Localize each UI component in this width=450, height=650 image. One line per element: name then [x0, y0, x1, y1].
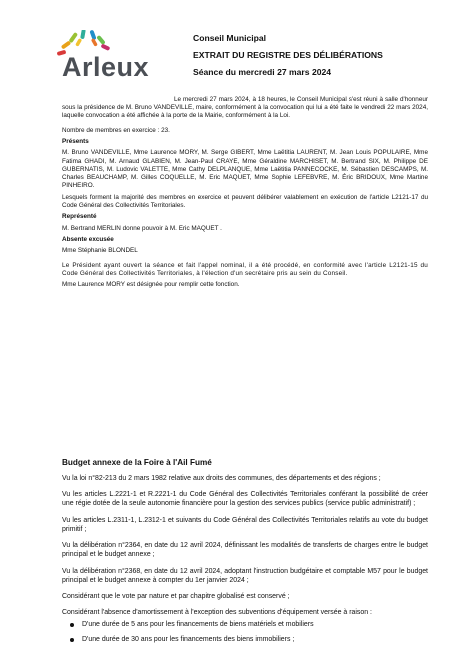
logo-wordmark: Arleux — [62, 52, 150, 82]
budget-paragraph: Considérant l'absence d'amortissement à l'exception des subventions d'équipement versée à raison : — [62, 609, 372, 617]
budget-paragraph: Vu les articles L.2311-1, L.2312-1 et suivants du Code Général des Collectivités Territoriales relatifs au vote du budget primitif ; — [62, 516, 428, 533]
session-date: Séance du mercredi 27 mars 2024 — [193, 67, 332, 77]
secretary-paragraph: Mme Laurence MORY est désignée pour remplir cette fonction. — [62, 281, 240, 289]
budget-paragraph: Vu la délibération n°2368, en date du 12 avril 2024, adoptant l'instruction budgétaire et comptable M57 pour le budget principal et le budget annexe à compter du 1er janvier 2024 ; — [62, 567, 428, 584]
budget-section-title: Budget annexe de la Foire à l'Ail Fumé — [62, 458, 212, 467]
document-header — [193, 33, 433, 78]
budget-paragraph: Considérant que le vote par nature et par chapitre globalisé est conservé ; — [62, 592, 290, 600]
absent-text: Mme Stéphanie BLONDEL — [62, 247, 138, 255]
present-list: M. Bruno VANDEVILLE, Mme Laurence MORY, M. Serge GIBERT, Mme Laëtitia LAURENT, M. Jean Louis POPULAIRE, Mme Fatima GHADI, M. Arnaud GLABIEN, M. Jean-Paul CRAYE, Mme Géraldine MARCHISET, M. Bertrand SIX, M. Philippe DE GUBERNATIS, M. Ludovic VALETTE, Mme Cathy DELPLANQUE, Mme Laëtitia PANNECOCKE, M. Sébastien DESCAMPS, M. Charles BEAUCHAMP, M. Gilles COQUELLE, M. Eric MAQUET, Mme Sophie LEFEBVRE, M. Éric BRIDOUX, Mme Martine PINHEIRO. — [62, 149, 428, 190]
budget-paragraph: Vu les articles L.2221-1 et R.2221-1 du Code Général des Collectivités Territoriales conférant la possibilité de créer une régie dotée de la seule autonomie financière pour la gestion des services publics (service public administratif) ; — [62, 491, 428, 508]
budget-paragraph: Vu la délibération n°2364, en date du 12 avril 2024, définissant les modalités de transferts de charges entre le budget principal et le budget annexe ; — [62, 542, 428, 559]
convocation-paragraph: Le mercredi 27 mars 2024, à 18 heures, le Conseil Municipal s'est réuni à salle d'honneur sous la présidence de M. Bruno VANDEVILLE, maire, conformément à la convocation qui lui a été faite le vendredi 22 mars 2024, laquelle convocation a été affichée à la porte de la Mairie, conformément à la Loi. — [62, 96, 428, 120]
present-label: Présents — [62, 138, 89, 145]
arleux-logo — [56, 30, 166, 96]
council-title: Conseil Municipal — [193, 33, 267, 43]
list-item: D'une durée de 5 ans pour les financements de biens matériels et mobiliers — [82, 620, 428, 629]
represented-text: M. Bertrand MERLIN donne pouvoir à M. Eric MAQUET . — [62, 224, 222, 232]
amortization-list — [62, 620, 428, 644]
session-preamble — [62, 96, 428, 293]
members-count: Nombre de membres en exercice : 23. — [62, 126, 170, 134]
list-item: D'une durée de 30 ans pour les financements des biens immobiliers ; — [82, 635, 428, 644]
register-title: EXTRAIT DU REGISTRE DES DÉLIBÉRATIONS — [193, 50, 383, 60]
quorum-paragraph: Lesquels forment la majorité des membres en exercice et peuvent délibérer valablement en exécution de l'article L2121-17 du Code Général des Collectivités Territoriales. — [62, 193, 428, 209]
budget-body — [62, 474, 428, 650]
president-paragraph: Le Président ayant ouvert la séance et fait l'appel nominal, il a été procédé, en conformité avec l'article L2121-15 du Code Général des Collectivités Territoriales, à l'élection d'un secrétaire pris au sein du Conseil. — [62, 261, 428, 277]
budget-paragraph: Vu la loi n°82-213 du 2 mars 1982 relative aux droits des communes, des départements et des régions ; — [62, 475, 381, 482]
absent-label: Absente excusée — [62, 235, 114, 243]
represented-label: Représenté — [62, 213, 97, 221]
